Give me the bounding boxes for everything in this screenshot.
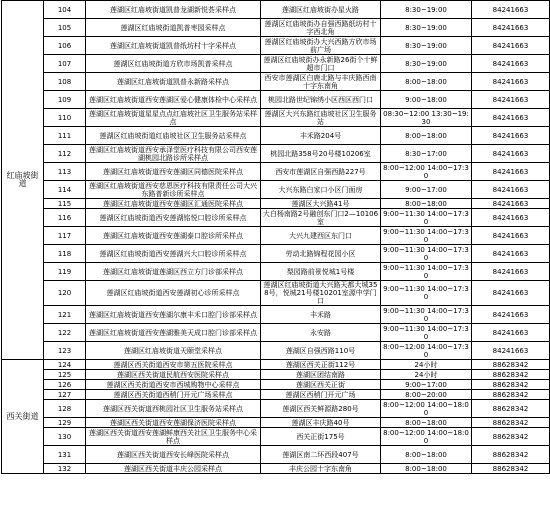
site-name: 莲湖区红庙坡街道西安莲湖区同德医院采样点 <box>86 163 261 181</box>
table-row <box>2 1 550 19</box>
site-name: 莲湖区红庙坡街道西安莲湖铭悦口腔诊所采样点 <box>86 209 261 227</box>
site-address: 莲湖区丰庆路40号 <box>261 418 381 428</box>
contact-phone: 84241663 <box>472 55 550 73</box>
site-name: 莲湖区红庙坡街道凯普龙湖新悦荟采样点 <box>86 1 261 19</box>
testing-sites-table <box>1 0 550 474</box>
table-row <box>2 145 550 163</box>
table-row <box>2 324 550 342</box>
site-name: 莲湖区红庙坡街道西安莲湖区爱心健康体检中心采样点 <box>86 91 261 109</box>
table-row <box>2 446 550 464</box>
contact-phone: 88628342 <box>472 464 550 474</box>
row-number: 119 <box>44 263 86 281</box>
site-address: 莲湖区红庙坡街办星火路 <box>261 1 381 19</box>
contact-phone: 84241663 <box>472 209 550 227</box>
site-address: 莲湖区红庙坡街办永新路26街个十鲜超市门口 <box>261 55 381 73</box>
site-name: 莲湖区红庙坡街道凯普纸坊村十字采样点 <box>86 37 261 55</box>
service-hours: 24小时 <box>381 370 472 380</box>
table-row <box>2 418 550 428</box>
site-address: 永安路 <box>261 324 381 342</box>
table-row <box>2 91 550 109</box>
service-hours: 8:00~12:00 14:00~17:30 <box>381 163 472 181</box>
row-number: 120 <box>44 281 86 306</box>
row-number: 121 <box>44 306 86 324</box>
service-hours: 8:00~12:00 14:00~18:00 <box>381 428 472 446</box>
site-name: 莲湖区红庙坡街道凯普永新路采样点 <box>86 73 261 91</box>
row-number: 124 <box>44 360 86 370</box>
service-hours: 8:30~19:00 <box>381 1 472 19</box>
contact-phone: 88628342 <box>472 428 550 446</box>
contact-phone: 84241663 <box>472 324 550 342</box>
contact-phone: 84241663 <box>472 73 550 91</box>
service-hours: 8:30~19:00 <box>381 37 472 55</box>
table-row <box>2 360 550 370</box>
service-hours: 8:00~18:00 <box>381 446 472 464</box>
contact-phone: 84241663 <box>472 342 550 360</box>
site-name: 莲湖区红庙坡街道西安慈恩医疗科技有限责任公司大兴东路普新诊所采样点 <box>86 181 261 199</box>
contact-phone: 84241663 <box>472 109 550 127</box>
row-number: 117 <box>44 227 86 245</box>
service-hours: 8:00~18:00 <box>381 199 472 209</box>
service-hours: 9:00~17:00 <box>381 181 472 199</box>
site-address: 莲湖区红庙坡街道大兴路天都大城358号，悦城21号楼10201室源中学门口 <box>261 281 381 306</box>
site-address: 莲湖区自强西路110号 <box>261 342 381 360</box>
site-address: 莲湖区西关正街112号 <box>261 360 381 370</box>
table-row <box>2 73 550 91</box>
site-name: 莲湖区红庙坡街道西安莲湖尔康丰禾口腔门诊部采样点 <box>86 306 261 324</box>
site-name: 莲湖区红庙坡街道西安莲湖初心诊所采样点 <box>86 281 261 306</box>
site-address: 莲湖区红庙坡街办大兴西路方欣市场前广场 <box>261 37 381 55</box>
site-name: 莲湖区红庙坡街道西安莲湖兴大口腔诊所采样点 <box>86 245 261 263</box>
site-name: 莲湖区西关街道西安市第五医院采样点 <box>86 360 261 370</box>
row-number: 125 <box>44 370 86 380</box>
service-hours: 8:00~12:00 14:00~17:30 <box>381 342 472 360</box>
row-number: 111 <box>44 127 86 145</box>
site-name: 莲湖区西关街道西安长峰医院采样点 <box>86 446 261 464</box>
site-address: 莲湖区西稍门开元广场 <box>261 390 381 400</box>
table-row <box>2 245 550 263</box>
site-address: 西安市莲湖区自强西路227号 <box>261 163 381 181</box>
row-number: 107 <box>44 55 86 73</box>
site-name: 莲湖区红庙坡街道西安莲湖雅美天成口腔门诊部采样点 <box>86 324 261 342</box>
contact-phone: 84241663 <box>472 199 550 209</box>
site-address: 西安市莲湖区白鹿北路与丰庆路西南十字东南角 <box>261 73 381 91</box>
contact-phone: 84241663 <box>472 91 550 109</box>
service-hours: 9:00~17:00 <box>381 380 472 390</box>
table-row <box>2 19 550 37</box>
service-hours: 8:30~19:00 <box>381 19 472 37</box>
site-address: 梨园路前景悦城1号楼 <box>261 263 381 281</box>
site-address: 莲湖区南二环西段407号 <box>261 446 381 464</box>
row-number: 110 <box>44 109 86 127</box>
service-hours: 9:00~18:00 <box>381 91 472 109</box>
row-number: 112 <box>44 145 86 163</box>
site-address: 桃园北路358号20号楼10206室 <box>261 145 381 163</box>
row-number: 132 <box>44 464 86 474</box>
table-row <box>2 380 550 390</box>
contact-phone: 84241663 <box>472 227 550 245</box>
row-number: 126 <box>44 380 86 390</box>
service-hours: 9:00~11:30 14:00~17:30 <box>381 263 472 281</box>
row-number: 123 <box>44 342 86 360</box>
site-address: 桃园北路世纪锦绣小区西区西门口 <box>261 91 381 109</box>
service-hours: 8:00~18:00 <box>381 464 472 474</box>
table-row <box>2 390 550 400</box>
contact-phone: 88628342 <box>472 390 550 400</box>
site-address: 大兴九建西区东门口 <box>261 227 381 245</box>
row-number: 129 <box>44 418 86 428</box>
row-number: 116 <box>44 209 86 227</box>
contact-phone: 88628342 <box>472 360 550 370</box>
row-number: 105 <box>44 19 86 37</box>
site-name: 莲湖区西关街道西安市西城购物中心采样点 <box>86 380 261 390</box>
row-number: 122 <box>44 324 86 342</box>
table-row <box>2 400 550 418</box>
table-row <box>2 281 550 306</box>
table-row <box>2 55 550 73</box>
table-row <box>2 227 550 245</box>
contact-phone: 84241663 <box>472 306 550 324</box>
row-number: 130 <box>44 428 86 446</box>
site-name: 莲湖区红庙坡街道西安莲湖泰口腔诊所采样点 <box>86 227 261 245</box>
row-number: 108 <box>44 73 86 91</box>
site-address: 大白杨南路2号融创东门口2—10106室 <box>261 209 381 227</box>
site-name: 莲湖区西关街道西稍门开元广场采样点 <box>86 390 261 400</box>
contact-phone: 88628342 <box>472 418 550 428</box>
table-row <box>2 37 550 55</box>
site-name: 莲湖区西关街道西安莲湖保济医院采样点 <box>86 418 261 428</box>
table-row <box>2 199 550 209</box>
site-name: 莲湖区西关街道西桃园社区卫生服务站采样点 <box>86 400 261 418</box>
service-hours: 8:30~19:00 <box>381 55 472 73</box>
service-hours: 24小时 <box>381 360 472 370</box>
service-hours: 9:00~11:30 14:00~17:30 <box>381 209 472 227</box>
service-hours: 9:00~11:30 14:00~17:30 <box>381 281 472 306</box>
row-number: 114 <box>44 181 86 199</box>
service-hours: 9:00~11:30 14:00~17:30 <box>381 245 472 263</box>
table-row <box>2 428 550 446</box>
service-hours: 8:00~12:00 14:00~18:00 <box>381 400 472 418</box>
contact-phone: 84241663 <box>472 19 550 37</box>
site-name: 莲湖区红庙坡街道莲湖区西立方门诊部采样点 <box>86 263 261 281</box>
contact-phone: 88628342 <box>472 400 550 418</box>
service-hours: 9:00~11:30 14:00~17:30 <box>381 324 472 342</box>
site-address: 丰庆公园十字东南角 <box>261 464 381 474</box>
contact-phone: 84241663 <box>472 245 550 263</box>
district-cell: 西关街道 <box>2 360 44 474</box>
table-row <box>2 109 550 127</box>
contact-phone: 84241663 <box>472 163 550 181</box>
site-address: 莲湖区大兴东路红庙坡社区卫生服务站 <box>261 109 381 127</box>
site-name: 莲湖区红庙坡街道方欣市场凯普采样点 <box>86 55 261 73</box>
contact-phone: 84241663 <box>472 37 550 55</box>
contact-phone: 84241663 <box>472 263 550 281</box>
site-address: 西关正街175号 <box>261 428 381 446</box>
table-row <box>2 263 550 281</box>
site-name: 莲湖区红庙坡街道天颐堂采样点 <box>86 342 261 360</box>
row-number: 131 <box>44 446 86 464</box>
service-hours: 8:00~18:00 <box>381 127 472 145</box>
site-address: 莲湖区红庙坡街办自强西路纸坊村十字西北角 <box>261 19 381 37</box>
site-address: 大兴东路白家口小区门面房 <box>261 181 381 199</box>
table-row <box>2 209 550 227</box>
table-row <box>2 181 550 199</box>
site-name: 莲湖区西关街道西安莲湖鲜康西关社区卫生服务中心采样点 <box>86 428 261 446</box>
contact-phone: 88628342 <box>472 446 550 464</box>
row-number: 106 <box>44 37 86 55</box>
service-hours: 08:30~12:00 13:30~19:30 <box>381 109 472 127</box>
contact-phone: 88628342 <box>472 380 550 390</box>
table-row <box>2 464 550 474</box>
table-row <box>2 342 550 360</box>
service-hours: 8:30~17:00 <box>381 145 472 163</box>
row-number: 104 <box>44 1 86 19</box>
site-name: 莲湖区西关街道民航西安医院采样点 <box>86 370 261 380</box>
site-name: 莲湖区红庙坡街道凯普枣园采样点 <box>86 19 261 37</box>
site-address: 丰禾路 <box>261 306 381 324</box>
contact-phone: 84241663 <box>472 1 550 19</box>
service-hours: 8:00~18:00 <box>381 418 472 428</box>
site-address: 莲湖区大兴路41号 <box>261 199 381 209</box>
row-number: 118 <box>44 245 86 263</box>
contact-phone: 88628342 <box>472 370 550 380</box>
district-cell: 红庙坡街道 <box>2 1 44 360</box>
site-address: 劳动北路锦程花园小区 <box>261 245 381 263</box>
site-address: 莲湖区团结南路 <box>261 370 381 380</box>
site-name: 莲湖区红庙坡街道西安承泽堂医疗科技有限公司西安莲湖桃园北路诊所采样点 <box>86 145 261 163</box>
service-hours: 8:00~20:00 <box>381 390 472 400</box>
site-name: 莲湖区红庙坡街道西安莲湖区汇通医院采样点 <box>86 199 261 209</box>
contact-phone: 84241663 <box>472 145 550 163</box>
row-number: 128 <box>44 400 86 418</box>
service-hours: 9:00~11:30 14:00~17:30 <box>381 306 472 324</box>
row-number: 113 <box>44 163 86 181</box>
site-name: 莲湖区红庙坡街道星星点点红庙坡社区卫生服务站采样点 <box>86 109 261 127</box>
site-address: 莲湖区西关正街 <box>261 380 381 390</box>
table-row <box>2 163 550 181</box>
service-hours: 8:00~18:00 <box>381 73 472 91</box>
row-number: 115 <box>44 199 86 209</box>
row-number: 127 <box>44 390 86 400</box>
table-row <box>2 370 550 380</box>
table-row <box>2 127 550 145</box>
service-hours: 9:00~11:30 14:00~17:30 <box>381 227 472 245</box>
site-address: 丰禾路204号 <box>261 127 381 145</box>
table-row <box>2 306 550 324</box>
row-number: 109 <box>44 91 86 109</box>
site-name: 莲湖区红庙坡街道红庙坡社区卫生服务站采样点 <box>86 127 261 145</box>
site-address: 莲湖区西关鲜源路280号 <box>261 400 381 418</box>
contact-phone: 84241663 <box>472 127 550 145</box>
contact-phone: 84241663 <box>472 181 550 199</box>
site-name: 莲湖区西关街道丰庆公园采样点 <box>86 464 261 474</box>
contact-phone: 84241663 <box>472 281 550 306</box>
